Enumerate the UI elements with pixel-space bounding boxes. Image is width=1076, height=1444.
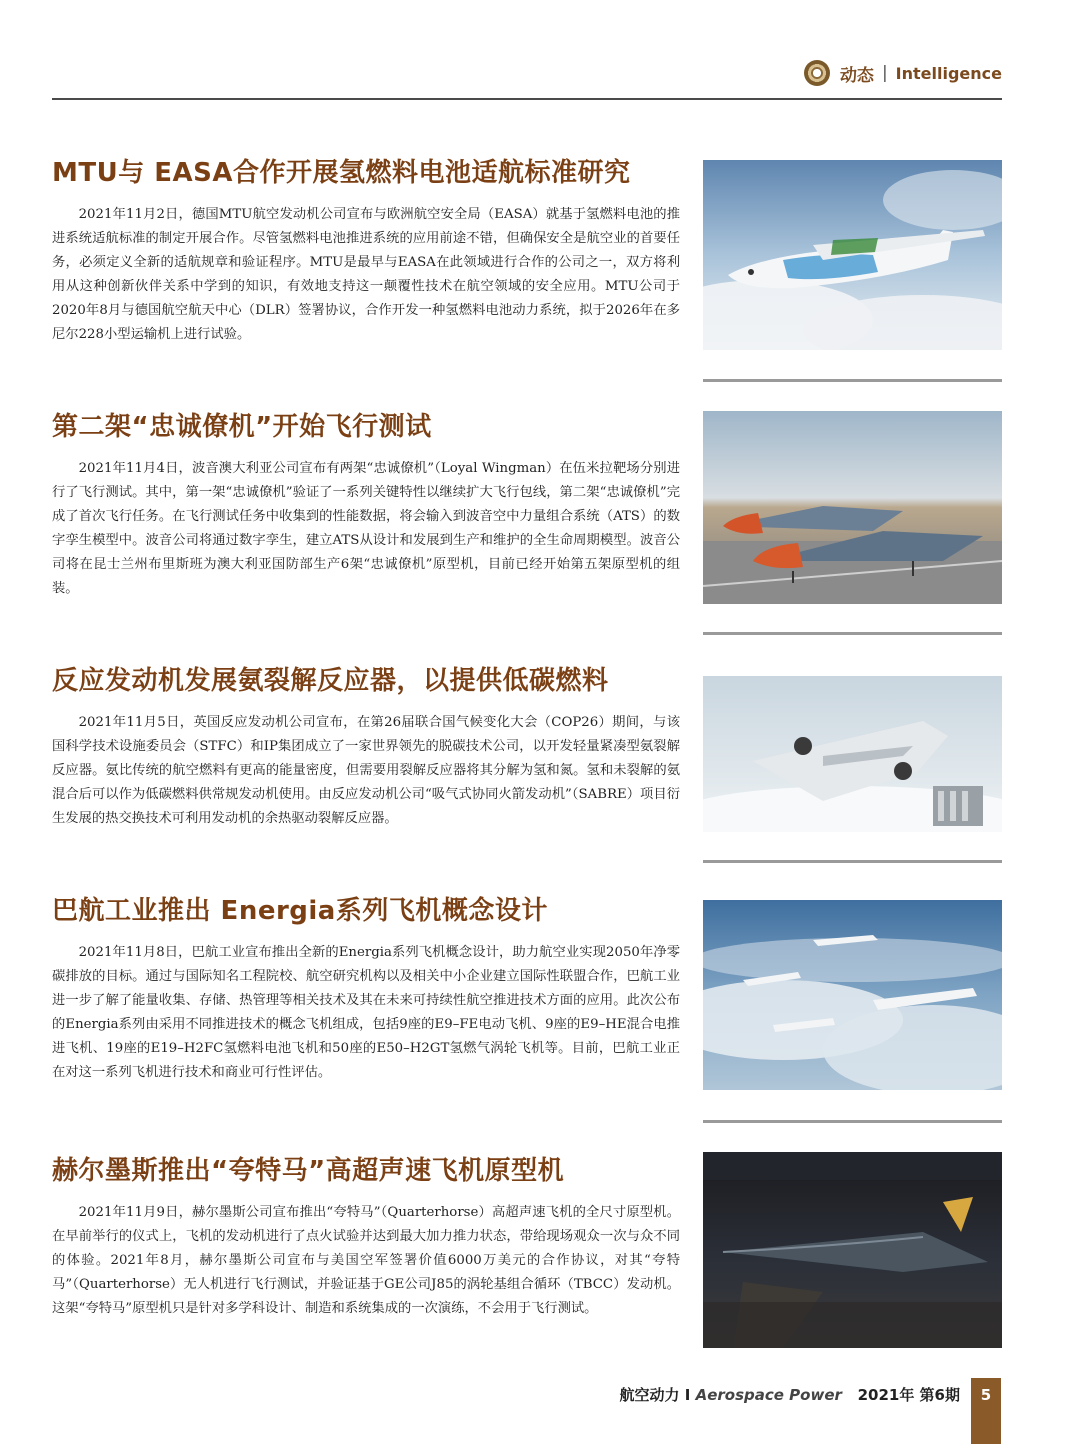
article-photo-sabre-aircraft bbox=[703, 676, 1002, 832]
article-photo-loyal-wingman bbox=[703, 411, 1002, 604]
journal-issue: 2021年 第6期 bbox=[857, 1386, 960, 1404]
article-title: 第二架“忠诚僚机”开始飞行测试 bbox=[52, 412, 432, 442]
article-body: 2021年11月9日，赫尔墨斯公司宣布推出“夸特马”（Quarterhorse）高超声速飞机的全尺寸原型机。在早前举行的仪式上，飞机的发动机进行了点火试验并达到最大加力推力状态，带给现场观众一次与众不同的体验。2021年8月，赫尔墨斯公司宣布与美国空军签署价值6000万美元的合作协议，对其“夸特马”（Quarterhorse）无人机进行飞行测试，并验证基于GE公司J85的涡轮基组合循环（TBCC）发动机。这架“夸特马”原型机只是针对多学科设计、制造和系统集成的一次演练，不会用于飞行测试。 bbox=[52, 1205, 680, 1316]
journal-name-cn: 航空动力 bbox=[619, 1386, 680, 1404]
article-title: MTU与 EASA合作开展氢燃料电池适航标准研究 bbox=[52, 158, 631, 188]
article-title: 赫尔墨斯推出“夸特马”高超声速飞机原型机 bbox=[52, 1156, 565, 1186]
article-photo-quarterhorse bbox=[703, 1152, 1002, 1348]
journal-logo-icon bbox=[804, 60, 830, 86]
journal-name-en: Aerospace Power bbox=[695, 1386, 842, 1404]
section-separator: | bbox=[881, 63, 888, 83]
section-badge bbox=[804, 60, 1002, 86]
article-title: 反应发动机发展氨裂解反应器，以提供低碳燃料 bbox=[52, 666, 609, 696]
article-body: 2021年11月2日，德国MTU航空发动机公司宣布与欧洲航空安全局（EASA）就基于氢燃料电池的推进系统适航标准的制定开展合作。尽管氢燃料电池推进系统的应用前途不错，但确保安全是航空业的首要任务，必须定义全新的适航规章和验证程序。MTU是最早与EASA在此领域进行合作的公司之一，双方将利用从这种创新伙伴关系中学到的知识，有效地支持这一颠覆性技术在航空领域的安全应用。MTU公司于2020年8月与德国航空航天中心（DLR）签署协议，合作开发一种氢燃料电池动力系统，拟于2026年在多尼尔228小型运输机上进行试验。 bbox=[52, 207, 680, 342]
article-title: 巴航工业推出 Energia系列飞机概念设计 bbox=[52, 896, 548, 926]
journal-separator: I bbox=[684, 1386, 691, 1404]
article-divider bbox=[703, 379, 1002, 382]
header-rule bbox=[52, 98, 1002, 100]
article-photo-hydrogen-aircraft bbox=[703, 160, 1002, 350]
article-divider bbox=[703, 1120, 1002, 1123]
article-body: 2021年11月5日，英国反应发动机公司宣布，在第26届联合国气候变化大会（COP26）期间，与该国科学技术设施委员会（STFC）和IP集团成立了一家世界领先的脱碳技术公司，以开发轻量紧凑型氨裂解反应器。氨比传统的航空燃料有更高的能量密度，但需要用裂解反应器将其分解为氢和氮。氢和未裂解的氨混合后可以作为低碳燃料供常规发动机使用。由反应发动机公司“吸气式协同火箭发动机”（SABRE）项目衍生发展的热交换技术可利用发动机的余热驱动裂解反应器。 bbox=[52, 715, 680, 826]
footer-journal-info bbox=[620, 1384, 960, 1405]
page-header bbox=[52, 58, 1002, 100]
section-name-cn: 动态 bbox=[839, 65, 874, 86]
article-divider bbox=[703, 860, 1002, 863]
article-divider bbox=[703, 632, 1002, 635]
page-number: 5 bbox=[971, 1378, 1001, 1444]
page-footer bbox=[0, 1378, 1076, 1444]
article-body: 2021年11月4日，波音澳大利亚公司宣布有两架“忠诚僚机”（Loyal Wingman）在伍米拉靶场分别进行了飞行测试。其中，第一架“忠诚僚机”验证了一系列关键特性以继续扩大飞行包线，第二架“忠诚僚机”完成了首次飞行任务。在飞行测试任务中收集到的性能数据，将会输入到波音空中力量组合系统（ATS）的数字孪生模型中。波音公司将通过数字孪生，建立ATS从设计和发展到生产和维护的全生命周期模型。波音公司将在昆士兰州布里斯班为澳大利亚国防部生产6架“忠诚僚机”原型机，目前已经开始第五架原型机的组装。 bbox=[52, 461, 680, 596]
section-name-en: Intelligence bbox=[895, 63, 1002, 83]
article-photo-energia-concepts bbox=[703, 900, 1002, 1090]
article-body: 2021年11月8日，巴航工业宣布推出全新的Energia系列飞机概念设计，助力航空业实现2050年净零碳排放的目标。通过与国际知名工程院校、航空研究机构以及相关中小企业建立国际性联盟合作，巴航工业进一步了解了能量收集、存储、热管理等相关技术及其在未来可持续性航空推进技术方面的应用。此次公布的Energia系列由采用不同推进技术的概念飞机组成，包括9座的E9–FE电动飞机、9座的E9–HE混合电推进飞机、19座的E19–H2FC氢燃料电池飞机和50座的E50–H2GT氢燃气涡轮飞机等。目前，巴航工业正在对这一系列飞机进行技术和商业可行性评估。 bbox=[52, 945, 680, 1080]
